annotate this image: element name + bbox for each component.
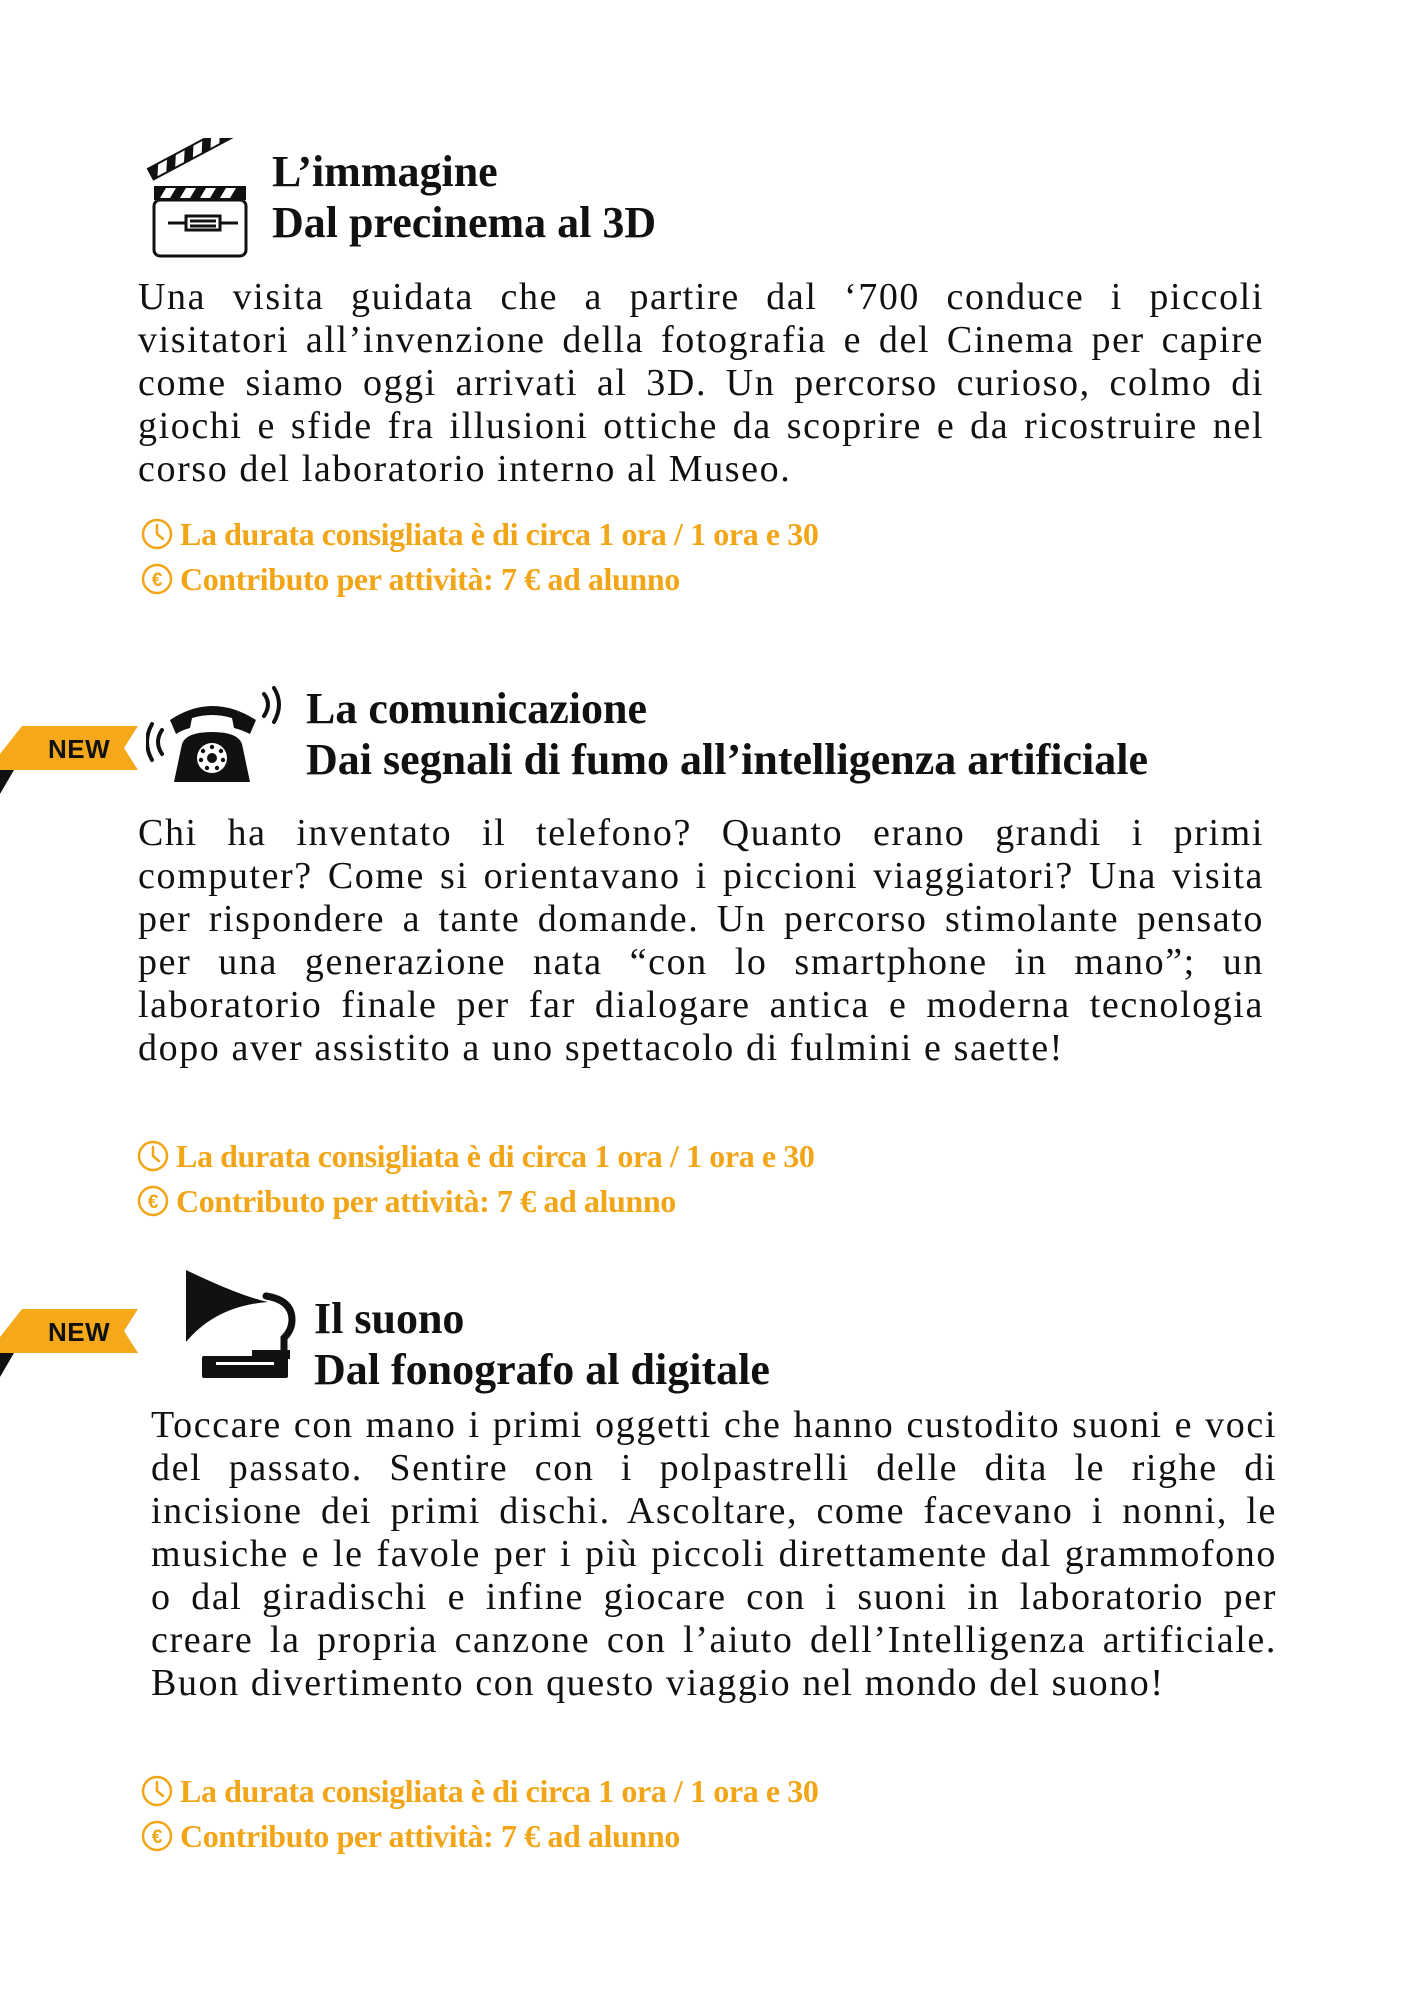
telephone-icon — [146, 686, 284, 790]
duration-text: La durata consigliata è di circa 1 ora / 1 ora e 30 — [180, 515, 819, 552]
section-description: Chi ha inventato il telefono? Quanto erano grandi i primi computer? Come si orientavano i piccioni viaggiatori? Una visita per rispondere a tante domande. Un percorso stimolante pensato per una generazione nata “con lo smartphone in mano”; un laboratorio finale per far dialogare antica e moderna tecnologia dopo aver assistito a uno spettacolo di fulmini e saette! — [138, 812, 1264, 1069]
section-title-line1: La comunicazione — [306, 684, 647, 733]
svg-text:€: € — [147, 1192, 159, 1213]
price-row — [140, 1816, 680, 1856]
section-title-line1: L’immagine — [272, 147, 498, 196]
price-text: Contributo per attività: 7 € ad alunno — [180, 560, 680, 597]
section-title-line2: Dai segnali di fumo all’intelligenza artificiale — [306, 735, 1149, 784]
section-description: Una visita guidata che a partire dal ‘700 conduce i piccoli visitatori all’invenzione della fotografia e del Cinema per capire come siamo oggi arrivati al 3D. Un percorso curioso, colmo di giochi e sfide fra illusioni ottiche da scoprire e da ricostruire nel corso del laboratorio interno al Museo. — [138, 276, 1264, 490]
duration-row — [140, 1771, 819, 1811]
svg-text:€: € — [151, 1827, 163, 1848]
section-title-line2: Dal precinema al 3D — [272, 198, 657, 247]
section-title — [314, 1293, 770, 1395]
section-title — [306, 683, 1148, 785]
section-title — [272, 146, 656, 248]
clapperboard-icon — [146, 138, 252, 264]
price-text: Contributo per attività: 7 € ad alunno — [176, 1182, 676, 1219]
duration-text: La durata consigliata è di circa 1 ora / 1 ora e 30 — [176, 1137, 815, 1174]
new-badge — [0, 1307, 142, 1382]
section-title-line1: Il suono — [314, 1294, 465, 1343]
clock-icon — [136, 1139, 170, 1173]
section-description: Toccare con mano i primi oggetti che hanno custodito suoni e voci del passato. Sentire con i polpastrelli delle dita le righe di incisione dei primi dischi. Ascoltare, come facevano i nonni, le musiche e le favole per i più piccoli direttamente dal grammofono o dal giradischi e infine giocare con i suoni in laboratorio per creare la propria canzone con l’aiuto dell’Intelligenza artificiale. Buon divertimento con questo viaggio nel mondo del suono! — [151, 1404, 1277, 1704]
new-badge — [0, 724, 142, 799]
duration-text: La durata consigliata è di circa 1 ora / 1 ora e 30 — [180, 1772, 819, 1809]
euro-icon — [140, 562, 174, 596]
duration-row — [136, 1136, 815, 1176]
price-text: Contributo per attività: 7 € ad alunno — [180, 1817, 680, 1854]
clock-icon — [140, 517, 174, 551]
euro-icon — [136, 1184, 170, 1218]
section-title-line2: Dal fonografo al digitale — [314, 1345, 770, 1394]
clock-icon — [140, 1774, 174, 1808]
duration-row — [140, 514, 819, 554]
price-row — [140, 559, 680, 599]
new-badge-label: NEW — [48, 1317, 111, 1347]
svg-text:€: € — [151, 570, 163, 591]
gramophone-icon — [180, 1266, 300, 1382]
new-badge-label: NEW — [48, 734, 111, 764]
euro-icon — [140, 1819, 174, 1853]
price-row — [136, 1181, 676, 1221]
